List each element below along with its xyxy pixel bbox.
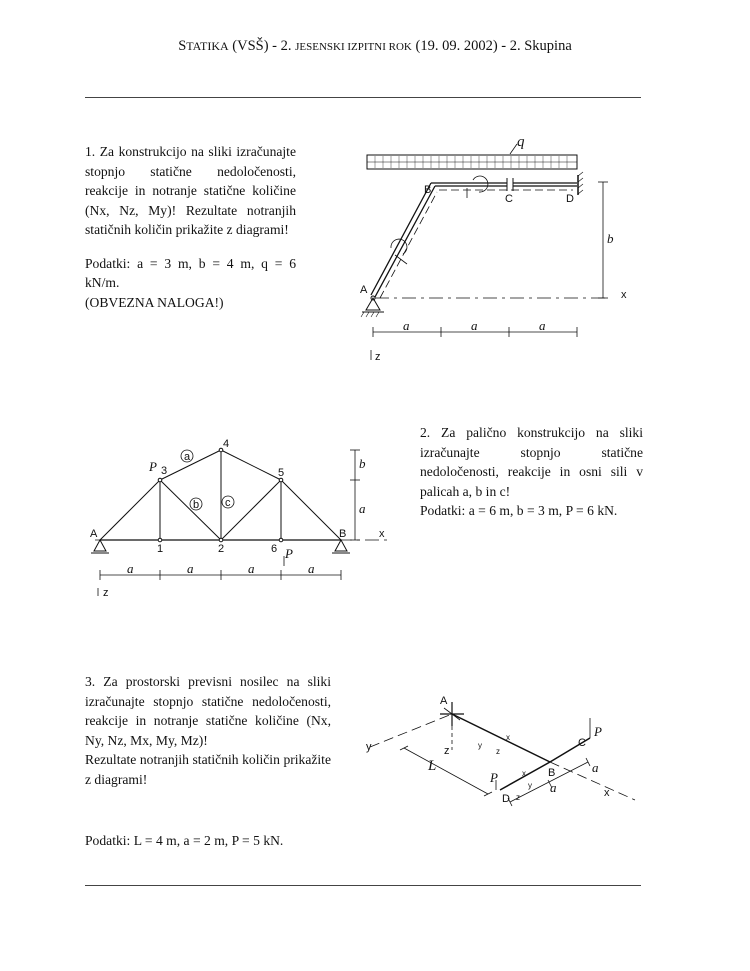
figure-1 [355, 130, 655, 375]
bottom-rule [85, 885, 641, 886]
label-z: z [103, 587, 109, 599]
local-z-D: z [516, 793, 520, 802]
dim-b: b [359, 456, 366, 471]
node-5: 5 [278, 467, 285, 479]
label-P-C: P [594, 724, 602, 739]
label-L: L [428, 758, 437, 774]
label-y: y [366, 741, 372, 753]
problem-3-text: 3. Za prostorski previsni nosilec na sliki izračunajte stopnjo statične nedoločenosti, reakcije in notranje statične količine (Nx, Ny, Nz, Mx, My, Mz)! [85, 674, 331, 748]
node-3: 3 [161, 465, 168, 477]
local-y-D: y [528, 781, 532, 790]
dim-a: a [359, 501, 366, 516]
dim-a2: a [550, 780, 557, 795]
problem-1 [85, 142, 296, 312]
label-b: b [607, 231, 614, 246]
label-A: A [440, 695, 448, 707]
figure-3 [360, 690, 640, 815]
label-x: x [379, 528, 385, 540]
label-A: A [360, 284, 368, 296]
problem-2-text: 2. Za palično konstrukcijo na sliki izračunajte stopnjo statične nedoločenosti, reakcije in osni sili v palicah a, b in c! [420, 425, 643, 499]
local-x-D: x [522, 769, 526, 778]
label-x: x [621, 289, 627, 301]
node-4: 4 [223, 438, 230, 450]
dim-a2: a [471, 318, 478, 333]
figure-2 [85, 430, 405, 600]
label-B: B [548, 767, 556, 779]
label-D: D [566, 193, 574, 205]
problem-1-text: 1. Za konstrukcijo na sliki izračunajte stopnjo statične nedoločenosti, reakcije in notranje statične količine (Nx, Nz, My)! Rezultate notranjih statičnih količin prikažite z diagrami! [85, 144, 296, 237]
node-2: 2 [218, 543, 225, 555]
title-caps: TATIKA [186, 39, 229, 53]
bar-c: c [225, 497, 231, 509]
bar-a: a [184, 451, 191, 463]
dim-a2: a [187, 561, 194, 576]
dim-a1: a [403, 318, 410, 333]
label-P-bottom: P [285, 546, 293, 561]
dim-a1: a [592, 760, 599, 775]
bar-b: b [193, 499, 200, 511]
title-rest: (VSŠ) - 2. [228, 38, 296, 54]
label-z: z [375, 351, 381, 363]
problem-1-note: (OBVEZNA NALOGA!) [85, 294, 224, 310]
node-1: 1 [157, 543, 164, 555]
label-D: D [502, 793, 510, 805]
node-6: 6 [271, 543, 278, 555]
label-B: B [339, 528, 347, 540]
label-A: A [90, 528, 98, 540]
label-P-D: P [490, 770, 498, 785]
label-C: C [505, 193, 513, 205]
label-z: z [444, 745, 450, 757]
problem-2-data: Podatki: a = 6 m, b = 3 m, P = 6 kN. [420, 503, 618, 518]
title-tail: (19. 09. 2002) - 2. Skupina [411, 38, 572, 54]
local-y-B: y [478, 741, 482, 750]
problem-3-data: Podatki: L = 4 m, a = 2 m, P = 5 kN. [85, 833, 284, 848]
label-q: q [517, 134, 525, 150]
title-caps2: JESENSKI IZPITNI ROK [295, 41, 412, 53]
dim-a1: a [127, 561, 134, 576]
title-lead: S [178, 38, 187, 54]
label-B: B [424, 184, 432, 196]
problem-3-text2: Rezultate notranjih statičnih količin prikažite z diagrami! [85, 752, 331, 787]
dim-a3: a [248, 561, 255, 576]
page-header [0, 38, 750, 55]
label-C: C [578, 737, 586, 749]
problem-3 [85, 672, 331, 851]
label-P-top: P [149, 459, 157, 474]
dim-a3: a [539, 318, 546, 333]
dim-a4: a [308, 561, 315, 576]
problem-2 [420, 423, 643, 521]
top-rule [85, 97, 641, 98]
problem-1-data: Podatki: a = 3 m, b = 4 m, q = 6 kN/m. [85, 255, 296, 290]
local-x-B: x [506, 733, 510, 742]
label-x: x [604, 787, 610, 799]
local-z-B: z [496, 747, 500, 756]
